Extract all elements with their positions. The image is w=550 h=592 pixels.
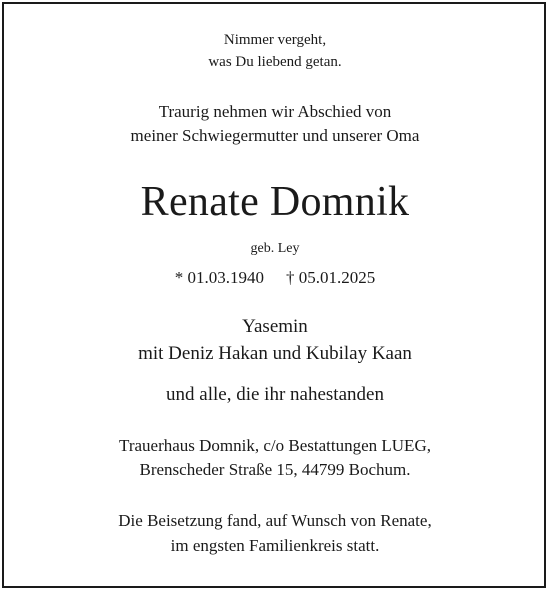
address-line-2: Brenscheder Straße 15, 44799 Bochum. xyxy=(139,460,411,479)
birth-date: * 01.03.1940 xyxy=(174,268,264,287)
obituary-border xyxy=(2,2,546,588)
mourner-line-2: mit Deniz Hakan und Kubilay Kaan xyxy=(138,343,412,364)
intro-line-1: Traurig nehmen wir Abschied von xyxy=(158,102,392,121)
cross-icon: † xyxy=(286,268,295,287)
mourner-line-3: und alle, die ihr nahestanden xyxy=(166,384,384,405)
life-dates xyxy=(0,269,550,286)
motto-line-1: Nimmer vergeht, xyxy=(223,32,327,48)
note-line-2: im engsten Familienkreis statt. xyxy=(170,536,380,555)
death-date: 05.01.2025 xyxy=(298,268,376,287)
birth-name: geb. Ley xyxy=(250,241,300,256)
mourner-line-1: Yasemin xyxy=(242,316,308,337)
note-line-1: Die Beisetzung fand, auf Wunsch von Renate, xyxy=(118,511,432,530)
deceased-name: Renate Domnik xyxy=(140,179,410,225)
address-line-1: Trauerhaus Domnik, c/o Bestattungen LUEG, xyxy=(119,436,431,455)
intro-line-2: meiner Schwiegermutter und unserer Oma xyxy=(130,126,420,145)
motto-line-2: was Du liebend getan. xyxy=(208,54,342,70)
